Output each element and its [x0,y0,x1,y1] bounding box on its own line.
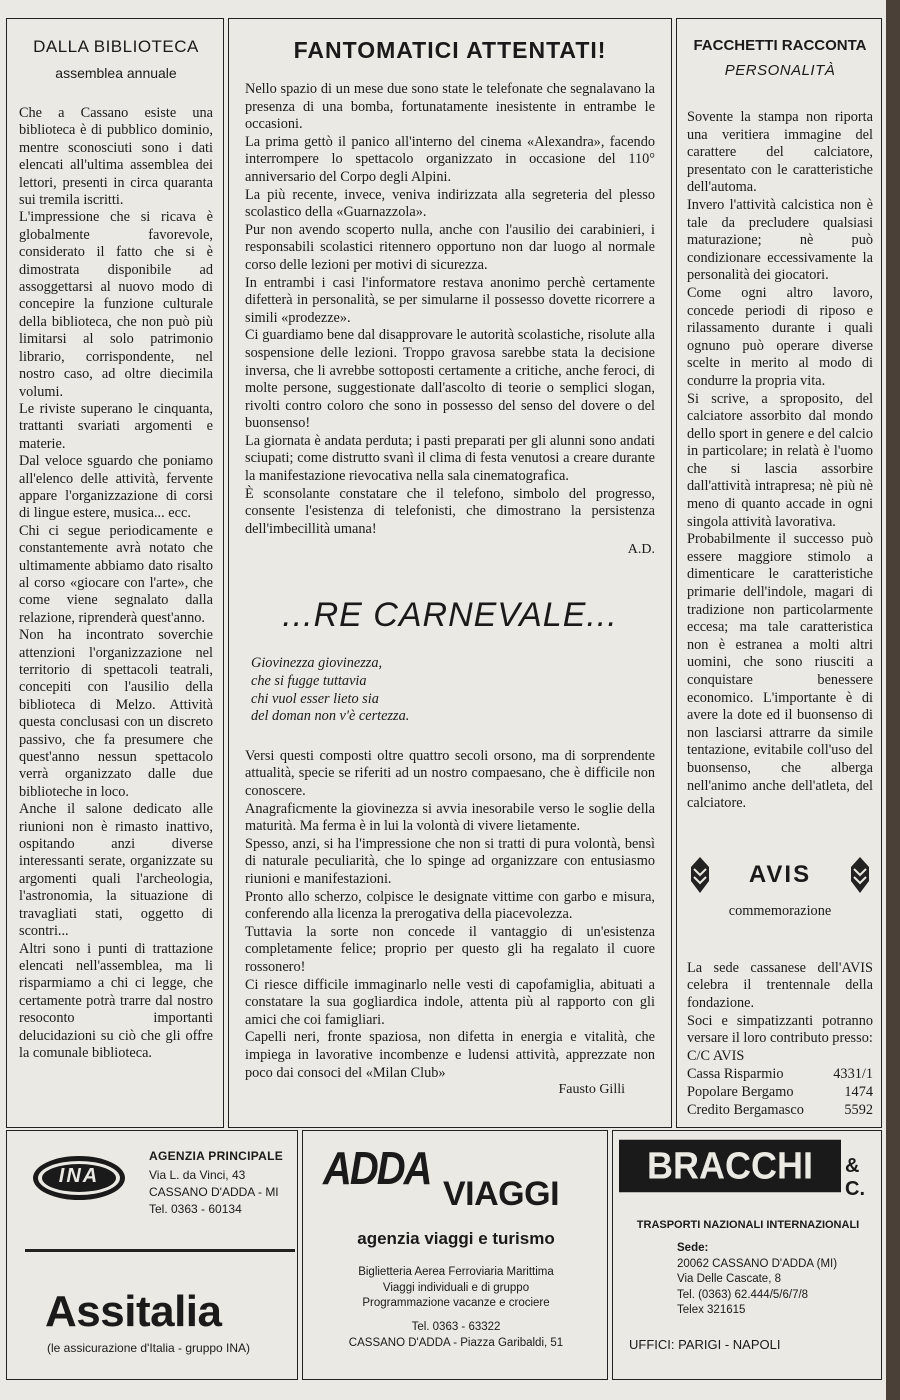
library-body [19,105,213,1062]
paragraph: In entrambi i casi l'informatore restava anonimo perchè certamente difetterà in personalità, se per simularne il possesso dovette ricorrere a simili «prodezze». [245,274,655,326]
paragraph: La giornata è andata perduta; i pasti preparati per gli alunni sono andati sciupati; come distrutto svanì il clima di festa venutosi a creare durante la manifestazione rievocativa nella sala cinematografica. [245,432,655,485]
ina-address [149,1167,279,1218]
poem-line: che si fugge tuttavia [251,673,367,690]
library-subheading: assemblea annuale [55,65,177,81]
bracchi-phone: Tel. (0363) 62.444/5/6/7/8 [677,1288,809,1301]
paragraph: Anche il salone dedicato alle riunioni non è rimasto inattivo, ospitando anzi diverse interessanti serate, organizzate su argomenti quali l'archeologia, l'astronomia, la situazione di travagliati stati, oggetto di scontri... [19,801,213,940]
paragraph: Le riviste superano le cinquanta, trattanti svariati argomenti e materie. [19,400,213,452]
donation-row [687,1083,873,1101]
donation-number: 4331/1 [833,1066,873,1083]
viaggi-address: CASSANO D'ADDA - Piazza Garibaldi, 51 [348,1337,564,1349]
paragraph: L'impressione che si ricava è globalmente favorevole, considerato il fatto che si è dimostrata disponibile ad assoggettarsi al nuovo modo di concepire la funzione culturale della biblioteca, che non può più limitarsi al solo patrimonio librario, corrispondente, nel nostro caso, ad oltre diecimila volumi. [19,209,213,400]
divider [25,1249,295,1252]
poem-line: Giovinezza giovinezza, [251,655,383,672]
paragraph: Dal veloce sguardo che poniamo all'elenco delle attività, fervente appare l'organizzazione di corsi di lingue estere, musica... ecc. [19,453,213,522]
poem-line: chi vuol esser lieto sia [251,690,379,707]
donation-number: 5592 [844,1102,873,1119]
bracchi-address-line: 20062 CASSANO D'ADDA (MI) [677,1257,838,1270]
carnevale-body [245,748,655,1082]
donation-bank: Credito Bergamasco [687,1102,804,1119]
ina-logo [31,1153,127,1203]
paragraph: Versi questi composti oltre quattro secoli orsono, ma di sorprendente attualità, specie se riferiti ad un nostro compaesano, che è difficile non conoscere. [245,747,655,799]
paragraph: Si scrive, a sproposito, del calciatore assorbito dal mondo dello sport in genere e del calcio in particolare; in relatà è l'uomo che si lascia assorbire dall'attività intrapresa; nè più nè meno di quanto accade in ogni singola attività lavorativa. [687,390,873,530]
bracchi-address-line: Via Delle Cascate, 8 [677,1273,781,1285]
paragraph: È sconsolante constatare che il telefono, simbolo del progresso, consente l'esistenza di telefonisti, che dimostrano la persistenza dell'imbecillità umana! [245,485,655,537]
paragraph: Soci e simpatizzanti potranno versare il loro contributo presso: [687,1012,873,1047]
paragraph: Chi ci segue periodicamente e constantemente avrà notato che ultimamente abbiamo dato risalto al corso «giocare con l'arte», che come viene segnalato dalla relazione, riprenderà quest'anno. [19,522,213,626]
paragraph: La più recente, invece, veniva indirizzata alla segreteria del plesso scolastico della «Guarnazzola». [245,186,655,221]
viaggi-phone: Tel. 0363 - 63322 [411,1321,501,1333]
avis-drop-icon [849,855,871,895]
viaggi-tagline: agenzia viaggi e turismo [357,1229,555,1248]
paragraph: Probabilmente il successo può essere maggiore stimolo a dimenticare le caratteristiche primarie dell'indole, magari di tradizione non particolarmente eccesa; ma tale caratteristica non è estranea a molti altri uomini, che sono riusciti a conquistare benessere economico. L'importante è di avere la dote ed il buonsenso di non lasciarsi attrarre da simile tentazione, evitabile coll'uso del buonsenso, che alberga nell'animo anche dell'atleta, del calciatore. [687,531,873,812]
facchetti-body [687,109,873,813]
viaggi-contact [303,1319,608,1351]
carnevale-signature: Fausto Gilli [558,1082,625,1098]
donation-number: 1474 [844,1084,873,1101]
paragraph: Invero l'attività calcistica non è tale da precludere qualsiasi maturazione; nè può condizionare eccessivamente la personalità dei giocatori. [687,196,873,284]
paragraph: La prima gettò il panico all'interno del cinema «Alexandra», facendo interrompere lo spettacolo organizzato in occasione del 110° anniversario del Corpo degli Alpini. [245,133,655,185]
assitalia-tagline: (le assicurazione d'Italia - gruppo INA) [47,1341,251,1355]
paragraph: Pronto allo scherzo, colpisce le designate vittime con garbo e misura, conferendo alla licenza la prerogativa della piacevolezza. [245,888,655,923]
paragraph: Ci guardiamo bene dal disapprovare le autorità scolastiche, risolute alla sospensione delle lezioni. Troppo gravosa sarebbe stata la decisione inversa, che li avrebbe sottoposti certamente a critiche, anche feroci, di molte persone, suggestionate dall'ascolto di teorie o semplici slogan, rivolti contro coloro che sono in possesso del senso del dovere o del buonsenso! [245,327,655,432]
ina-address-line: CASSANO D'ADDA - MI [149,1185,279,1199]
facchetti-article [676,18,882,1128]
viaggi-services [303,1265,608,1312]
donation-bank: Cassa Risparmio [687,1066,784,1083]
bracchi-sede-label: Sede: [677,1242,709,1254]
viaggi-logo-viaggi: VIAGGI [443,1175,560,1213]
bracchi-logo-suffix: & C. [845,1155,865,1200]
facchetti-subheading: PERSONALITÀ [724,62,836,79]
viaggi-service-line: Viaggi individuali e di gruppo [382,1281,530,1294]
binding-edge [886,0,900,1400]
carnevale-title: ...RE CARNEVALE... [282,596,618,635]
avis-subtitle: commemorazione [728,902,832,919]
bracchi-address [677,1241,837,1319]
viaggi-logo-adda: ADDA [323,1143,431,1195]
attentati-title: FANTOMATICI ATTENTATI! [293,37,607,63]
ina-agency-title: AGENZIA PRINCIPALE [149,1149,284,1163]
ina-phone: Tel. 0363 - 60134 [149,1202,242,1216]
paragraph: Pur non avendo scoperto nulla, anche con l'ausilio dei carabinieri, i responsabili scolastici ritennero opportuno non dar luogo al normale corso delle lezioni per motivi di sicurezza. [245,221,655,273]
adda-viaggi-ad [302,1130,608,1380]
carnevale-poem [251,655,655,725]
paragraph: Sovente la stampa non riporta una veritiera immagine del carattere del calciatore, presentato con le caratteristiche dell'automa. [687,109,873,196]
attentati-body [245,81,655,538]
avis-drop-icon [689,855,711,895]
facchetti-heading: FACCHETTI RACCONTA [693,37,867,54]
bracchi-logo: BRACCHI [619,1140,841,1193]
paragraph: Altri sono i punti di trattazione elencati nell'assemblea, ma li risparmiamo a chi ci legge, che certamente potrà trarre dal nostro resoconto importanti delucidazioni su ciò che gli offre la comunale biblioteca. [19,940,213,1061]
assitalia-logo: Assitalia [45,1287,222,1336]
paragraph: Non ha incontrato soverchie attenzioni l'organizzazione nel territorio di spettacoli teatrali, concepiti con l'ausilio della biblioteca di Melzo. Attività questa conclusasi con un discreto passivo, che fa presumere che quest'anno nessun spettacolo verrà organizzato dalle due biblioteche in loco. [19,627,213,800]
avis-header [687,855,873,895]
donation-bank: Popolare Bergamo [687,1084,794,1101]
paragraph: Spesso, anzi, si ha l'impressione che non si tratti di pura volontà, bensì di naturale peculiarità, che lo spinge ad organizzare con entusiasmo riunioni e manifestazioni. [245,835,655,887]
bracchi-telex: Telex 321615 [677,1304,746,1316]
bracchi-tagline: TRASPORTI NAZIONALI INTERNAZIONALI [636,1219,860,1231]
viaggi-service-line: Programmazione vacanze e crociere [362,1297,550,1309]
donation-row [687,1101,873,1119]
central-articles [228,18,672,1128]
avis-body [687,960,873,1066]
paragraph: Capelli neri, fronte spaziosa, non difetta in energia e vitalità, che impiega in lavorative incombenze e ludensi attività, apprezzate non poco dai consoci del «Milan Club» [245,1029,655,1081]
paragraph: La sede cassanese dell'AVIS celebra il trentennale della fondazione. [687,959,873,1011]
ina-logo-text: INA [58,1165,100,1187]
paragraph: Nello spazio di un mese due sono state le telefonate che segnalavano la presenza di una bomba, fortunatamente inesistente in entrambe le occasioni. [245,81,655,133]
donation-row [687,1065,873,1083]
avis-cc: C/C AVIS [687,1047,745,1064]
avis-title: AVIS [748,860,812,888]
attentati-signature: A.D. [627,542,655,558]
ina-address-line: Via L. da Vinci, 43 [149,1168,246,1182]
library-heading: DALLA BIBLIOTECA [33,37,199,56]
donation-list [687,1065,873,1119]
paragraph: Ci riesce difficile immaginarlo nelle vesti di capofamiglia, abituati a constatare la sua gogliardica indole, attenta più al rapporto con gli amici che coi famigliari. [245,976,655,1028]
viaggi-service-line: Biglietteria Aerea Ferroviaria Marittima [358,1266,554,1278]
paragraph: Tuttavia la sorte non concede il vantaggio di un'esistenza completamente felice; proprio per questo gli ha regalato il cuore rossonero! [245,923,655,975]
bracchi-offices: UFFICI: PARIGI - NAPOLI [629,1337,781,1352]
paragraph: Come ogni altro lavoro, concede periodi di riposo e rilassamento durante i quali ognuno può operare diverse scelte in merito al modo di condurre la propria vita. [687,284,873,389]
poem-line: del doman non v'è certezza. [251,708,410,725]
library-article [6,18,224,1128]
bracchi-ad [612,1130,882,1380]
ina-assitalia-ad [6,1130,298,1380]
paragraph: Anagraficmente la giovinezza si avvia inesorabile verso le soglie della maturità. Ma ferma è in lui la volontà di vivere lietamente. [245,800,655,835]
paragraph: Che a Cassano esiste una biblioteca è di pubblico dominio, mentre sconosciuti sono i dati elencati all'ultima assemblea dei lettori, presenti in circa quaranta sui tremila iscritti. [19,105,213,209]
